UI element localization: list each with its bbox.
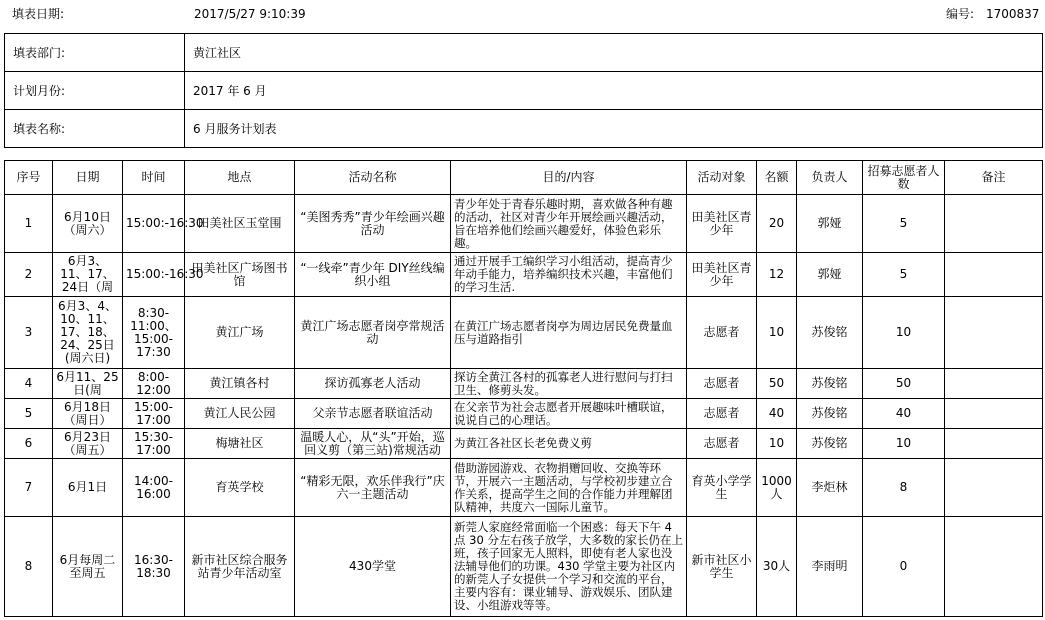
row-quota: 1000人 [757, 459, 797, 517]
row-purpose: 新莞人家庭经常面临一个困惑：每天下午 4 点 30 分左右孩子放学，大多数的家长仍在上班，孩子回家无人照料，即使有老人家也没法辅导他们的功课。430 学堂主要为社区内的新莞人子女提供一个学习和交流的平台，主要内容有：课业辅导、游戏娱乐、团队建设、小组游戏等等。 [451, 517, 687, 617]
row-date: 6月3、11、17、24日（周 [53, 253, 123, 297]
row-activity-name: “美图秀秀”青少年绘画兴趣活动 [295, 195, 451, 253]
row-number: 2 [5, 253, 53, 297]
row-activity-name: 探访孤寡老人活动 [295, 369, 451, 399]
table-row [5, 369, 1043, 399]
row-volunteers: 50 [863, 369, 945, 399]
table-row [5, 399, 1043, 429]
row-place: 田美社区广场图书馆 [185, 253, 295, 297]
row-number: 4 [5, 369, 53, 399]
col-header-note: 备注 [945, 161, 1043, 195]
row-target: 志愿者 [687, 297, 757, 369]
col-header-activity: 活动名称 [295, 161, 451, 195]
row-time: 15:00:-16:30 [123, 253, 185, 297]
row-purpose: 为黄江各社区长老免费义剪 [451, 429, 687, 459]
row-owner: 苏俊铭 [797, 399, 863, 429]
row-activity-name: “精彩无限，欢乐伴我行”庆六一主题活动 [295, 459, 451, 517]
code-value: 1700837 [986, 7, 1040, 21]
form-name-label: 填表名称: [5, 110, 185, 148]
row-quota: 12 [757, 253, 797, 297]
row-number: 3 [5, 297, 53, 369]
row-quota: 10 [757, 297, 797, 369]
row-date: 6月3、4、10、11、17、18、24、25日(周六日) [53, 297, 123, 369]
row-place: 黄江人民公园 [185, 399, 295, 429]
row-volunteers: 40 [863, 399, 945, 429]
row-quota: 40 [757, 399, 797, 429]
col-header-no: 序号 [5, 161, 53, 195]
row-note [945, 253, 1043, 297]
row-note [945, 297, 1043, 369]
row-number: 5 [5, 399, 53, 429]
col-header-volunteers: 招募志愿者人数 [863, 161, 945, 195]
row-volunteers: 5 [863, 195, 945, 253]
row-owner: 苏俊铭 [797, 297, 863, 369]
row-number: 8 [5, 517, 53, 617]
table-row [5, 429, 1043, 459]
row-time: 15:00-17:00 [123, 399, 185, 429]
row-time: 15:00:-16:30 [123, 195, 185, 253]
col-header-place: 地点 [185, 161, 295, 195]
row-time: 8:00-12:00 [123, 369, 185, 399]
department-value: 黄江社区 [185, 34, 1043, 72]
info-row-department [5, 34, 1043, 72]
table-row [5, 195, 1043, 253]
row-activity-name: “一线牵”青少年 DIY丝线编织小组 [295, 253, 451, 297]
row-owner: 郭娅 [797, 253, 863, 297]
header-row [5, 161, 1043, 195]
row-volunteers: 5 [863, 253, 945, 297]
row-number: 7 [5, 459, 53, 517]
row-quota: 50 [757, 369, 797, 399]
row-target: 志愿者 [687, 429, 757, 459]
row-volunteers: 8 [863, 459, 945, 517]
row-date: 6月23日（周五） [53, 429, 123, 459]
row-volunteers: 0 [863, 517, 945, 617]
row-owner: 李炬林 [797, 459, 863, 517]
row-note [945, 459, 1043, 517]
row-place: 黄江广场 [185, 297, 295, 369]
col-header-target: 活动对象 [687, 161, 757, 195]
row-owner: 苏俊铭 [797, 429, 863, 459]
col-header-date: 日期 [53, 161, 123, 195]
col-header-purpose: 目的/内容 [451, 161, 687, 195]
row-volunteers: 10 [863, 429, 945, 459]
row-quota: 10 [757, 429, 797, 459]
row-date: 6月每周二至周五 [53, 517, 123, 617]
row-date: 6月18日（周日） [53, 399, 123, 429]
row-activity-name: 黄江广场志愿者岗亭常规活动 [295, 297, 451, 369]
row-activity-name: 430学堂 [295, 517, 451, 617]
row-target: 田美社区青少年 [687, 253, 757, 297]
row-time: 14:00-16:00 [123, 459, 185, 517]
table-row [5, 459, 1043, 517]
row-date: 6月1日 [53, 459, 123, 517]
report-header [0, 0, 1045, 30]
date-value: 2017/5/27 9:10:39 [194, 7, 306, 21]
row-quota: 30人 [757, 517, 797, 617]
row-note [945, 195, 1043, 253]
row-target: 新市社区小学生 [687, 517, 757, 617]
row-purpose: 在黄江广场志愿者岗亭为周边居民免费量血压与道路指引 [451, 297, 687, 369]
row-place: 黄江镇各村 [185, 369, 295, 399]
row-note [945, 429, 1043, 459]
row-date: 6月10日（周六） [53, 195, 123, 253]
row-date: 6月11、25日(周 [53, 369, 123, 399]
row-time: 16:30-18:30 [123, 517, 185, 617]
table-row [5, 253, 1043, 297]
table-row [5, 297, 1043, 369]
info-row-month [5, 72, 1043, 110]
form-name-value: 6 月服务计划表 [185, 110, 1043, 148]
col-header-time: 时间 [123, 161, 185, 195]
row-owner: 李雨明 [797, 517, 863, 617]
row-number: 1 [5, 195, 53, 253]
row-target: 田美社区青少年 [687, 195, 757, 253]
row-purpose: 青少年处于青春乐趣时期，喜欢做各种有趣的活动，社区对青少年开展绘画兴趣活动，旨在培养他们绘画兴趣爱好，体验色彩乐趣。 [451, 195, 687, 253]
row-purpose: 探访全黄江各村的孤寡老人进行慰问与打扫卫生、修剪头发。 [451, 369, 687, 399]
code-label: 编号: [946, 7, 975, 21]
row-activity-name: 父亲节志愿者联谊活动 [295, 399, 451, 429]
row-purpose: 借助游园游戏、衣物捐赠回收、交换等环节，开展六一主题活动，与学校初步建立合作关系，提高学生之间的合作能力并理解团队精神，共度六一国际儿童节。 [451, 459, 687, 517]
row-target: 育英小学学生 [687, 459, 757, 517]
date-label: 填表日期: [12, 7, 65, 21]
department-label: 填表部门: [5, 34, 185, 72]
row-note [945, 399, 1043, 429]
row-quota: 20 [757, 195, 797, 253]
row-place: 田美社区玉堂围 [185, 195, 295, 253]
row-time: 8:30-11:00、15:00-17:30 [123, 297, 185, 369]
info-table [4, 33, 1043, 148]
row-target: 志愿者 [687, 399, 757, 429]
row-note [945, 517, 1043, 617]
plan-table [4, 160, 1043, 617]
row-purpose: 在父亲节为社会志愿者开展趣味叶槽联谊，说说自己的心理话。 [451, 399, 687, 429]
row-target: 志愿者 [687, 369, 757, 399]
col-header-quota: 名额 [757, 161, 797, 195]
info-row-name [5, 110, 1043, 148]
row-purpose: 通过开展手工编织学习小组活动，提高青少年动手能力，培养编织技术兴趣，丰富他们的学习生活. [451, 253, 687, 297]
table-row [5, 517, 1043, 617]
row-volunteers: 10 [863, 297, 945, 369]
row-number: 6 [5, 429, 53, 459]
row-owner: 苏俊铭 [797, 369, 863, 399]
row-owner: 郭娅 [797, 195, 863, 253]
col-header-owner: 负责人 [797, 161, 863, 195]
row-note [945, 369, 1043, 399]
row-time: 15:30-17:00 [123, 429, 185, 459]
row-place: 育英学校 [185, 459, 295, 517]
month-value: 2017 年 6 月 [185, 72, 1043, 110]
row-place: 新市社区综合服务站青少年活动室 [185, 517, 295, 617]
month-label: 计划月份: [5, 72, 185, 110]
row-place: 梅塘社区 [185, 429, 295, 459]
row-activity-name: 温暖人心，从“头”开始，巡回义剪（第三站)常规活动 [295, 429, 451, 459]
